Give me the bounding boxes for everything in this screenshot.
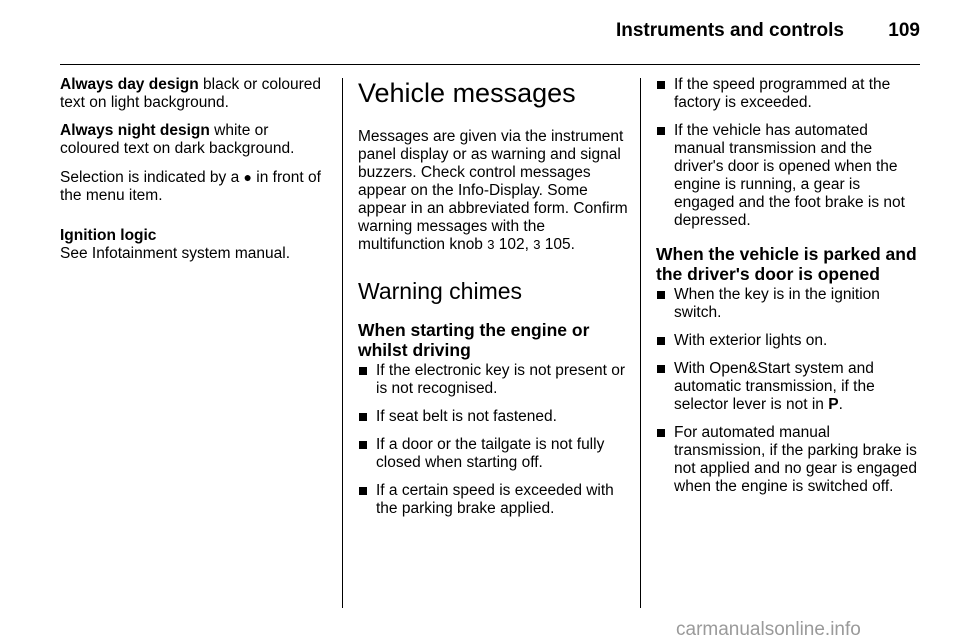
intro-text: Messages are given via the instrument panel display or as warning and signal buzzers. Check control messages appear on the Info-Display. Some appear in an abbreviated form. Confirm warning messages with the multifunction knob [358,128,628,253]
ignition-logic-heading: Ignition logic [60,227,157,244]
parked-door-list [656,286,920,496]
list-item: With exterior lights on. [656,332,920,350]
list-item: If the vehicle has automated manual transmission and the driver's door is opened when the engine is running, a gear is engaged and the foot brake is not depressed. [656,122,920,230]
list-item: If a certain speed is exceeded with the parking brake applied. [358,482,630,518]
list-item: If the speed programmed at the factory is exceeded. [656,76,920,112]
page-reference-icon: 3 [533,237,541,252]
list-item: When the key is in the ignition switch. [656,286,920,322]
text: With Open&Start system and automatic transmission, if the selector lever is not in [674,360,875,413]
paragraph-night-design [60,122,332,158]
page-number: 109 [888,20,920,41]
term-day-design: Always day design [60,76,199,93]
list-item: For automated manual transmission, if the parking brake is not applied and no gear is engaged when the engine is switched off. [656,424,920,496]
warning-chimes-heading: Warning chimes [358,278,523,304]
text: in front of the menu item. [60,169,321,204]
header-title: Instruments and controls [615,20,844,41]
column-divider [342,78,343,608]
starting-engine-list [358,362,630,518]
text: white or coloured text on dark background. [60,122,295,157]
vehicle-messages-heading: Vehicle messages [358,78,576,108]
starting-engine-heading: When starting the engine or whilst driving [358,320,590,360]
paragraph-day-design [60,76,332,112]
parked-door-heading: When the vehicle is parked and the driver's door is opened [656,244,917,284]
paragraph-selection [60,168,332,205]
watermark: carmanualsonline.info [676,619,861,640]
page-reference-icon: 3 [487,237,495,252]
list-item: If the electronic key is not present or is not recognised. [358,362,630,398]
column-1 [60,76,332,273]
ignition-logic-text: See Infotainment system manual. [60,245,291,262]
column-divider [640,78,641,608]
gear-position-p: P [828,396,839,413]
list-item: If seat belt is not fastened. [358,408,630,426]
text: black or coloured text on light background. [60,76,322,111]
list-item: If a door or the tailgate is not fully closed when starting off. [358,436,630,472]
page-reference[interactable]: 105. [540,236,575,253]
text: . [838,396,843,413]
header-rule [60,64,920,65]
vehicle-messages-intro [358,128,630,254]
continued-list [656,76,920,230]
term-night-design: Always night design [60,122,210,139]
paragraph-ignition [60,227,332,263]
text: Selection is indicated by a [60,169,244,186]
column-2 [358,76,630,528]
column-3 [656,76,920,506]
list-item [656,360,920,414]
filled-circle-icon: ● [243,169,252,185]
page-reference[interactable]: 102, [494,236,534,253]
